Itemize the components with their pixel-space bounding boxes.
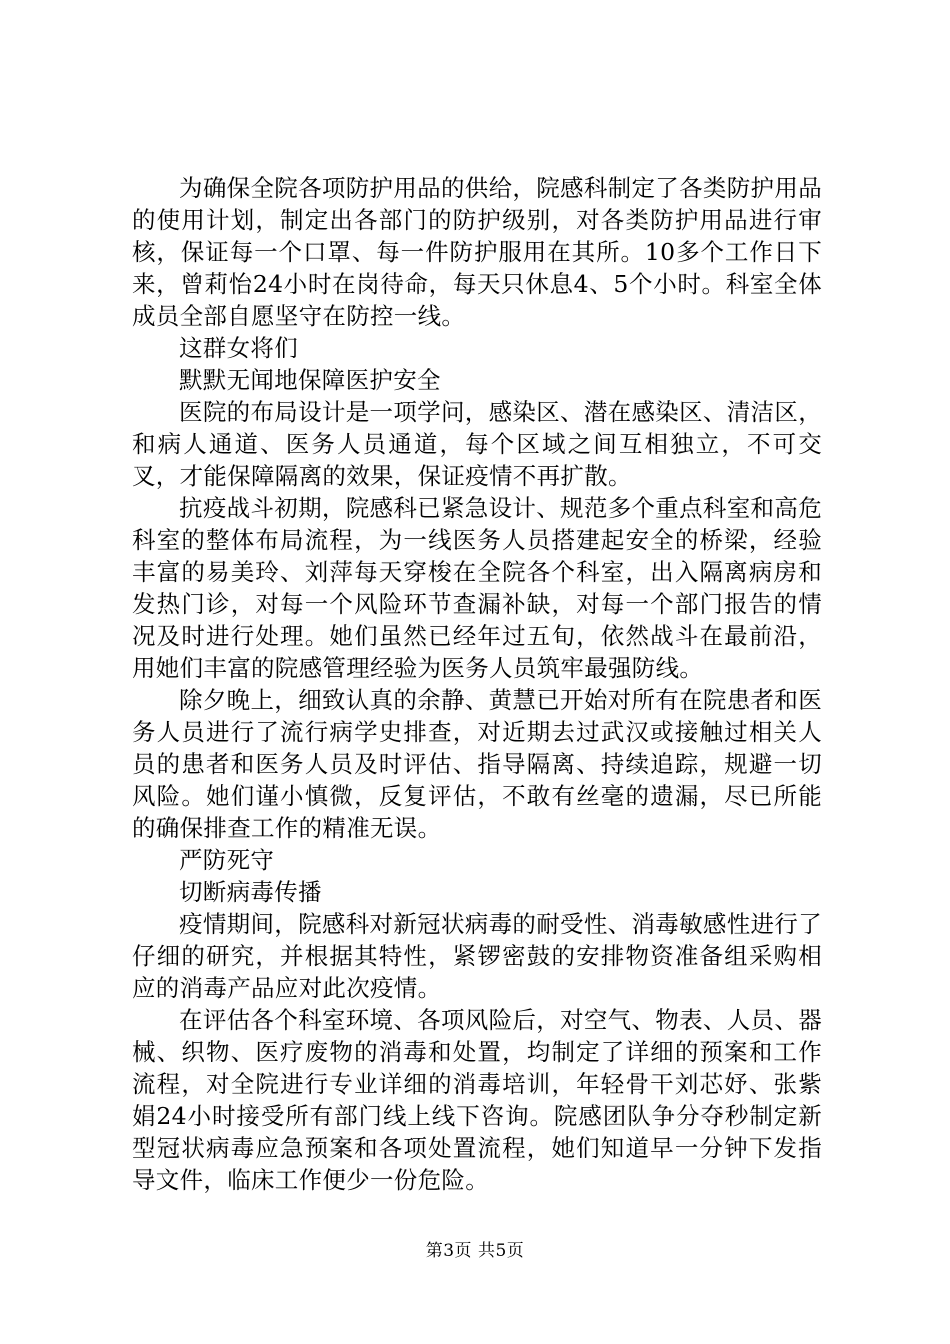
paragraph: 在评估各个科室环境、各项风险后，对空气、物表、人员、器械、织物、医疗废物的消毒和处置，均制定了详细的预案和工作流程，对全院进行专业详细的消毒培训，年轻骨干刘芯妤、张紫娟24小时接受所有部门线上线下咨询。院感团队争分夺秒制定新型冠状病毒应急预案和各项处置流程，她们知道早一分钟下发指导文件，临床工作便少一份危险。	[132, 1006, 822, 1194]
paragraph: 医院的布局设计是一项学问，感染区、潜在感染区、清洁区，和病人通道、医务人员通道，每个区域之间互相独立，不可交叉，才能保障隔离的效果，保证疫情不再扩散。	[132, 398, 822, 490]
paragraph: 为确保全院各项防护用品的供给，院感科制定了各类防护用品的使用计划，制定出各部门的防护级别，对各类防护用品进行审核，保证每一个口罩、每一件防护服用在其所。10多个工作日下来，曾莉怡24小时在岗待命，每天只休息4、5个小时。科室全体成员全部自愿坚守在防控一线。	[132, 174, 822, 330]
section-subheading: 默默无闻地保障医护安全	[179, 366, 441, 394]
section-heading: 严防死守	[179, 846, 275, 874]
paragraph: 抗疫战斗初期，院感科已紧急设计、规范多个重点科室和高危科室的整体布局流程，为一线医务人员搭建起安全的桥梁，经验丰富的易美玲、刘萍每天穿梭在全院各个科室，出入隔离病房和发热门诊，对每一个风险环节查漏补缺，对每一个部门报告的情况及时进行处理。她们虽然已经年过五旬，依然战斗在最前沿，用她们丰富的院感管理经验为医务人员筑牢最强防线。	[132, 494, 822, 682]
document-body	[132, 172, 822, 1196]
section-heading: 这群女将们	[179, 334, 298, 362]
page-number-footer: 第3页 共5页	[425, 1241, 525, 1261]
paragraph: 疫情期间，院感科对新冠状病毒的耐受性、消毒敏感性进行了仔细的研究，并根据其特性，紧锣密鼓的安排物资准备组采购相应的消毒产品应对此次疫情。	[132, 910, 822, 1002]
section-subheading: 切断病毒传播	[179, 878, 322, 906]
paragraph: 除夕晚上，细致认真的余静、黄慧已开始对所有在院患者和医务人员进行了流行病学史排查，对近期去过武汉或接触过相关人员的患者和医务人员及时评估、指导隔离、持续追踪，规避一切风险。她们谨小慎微，反复评估，不敢有丝毫的遗漏，尽已所能的确保排查工作的精准无误。	[132, 686, 822, 842]
